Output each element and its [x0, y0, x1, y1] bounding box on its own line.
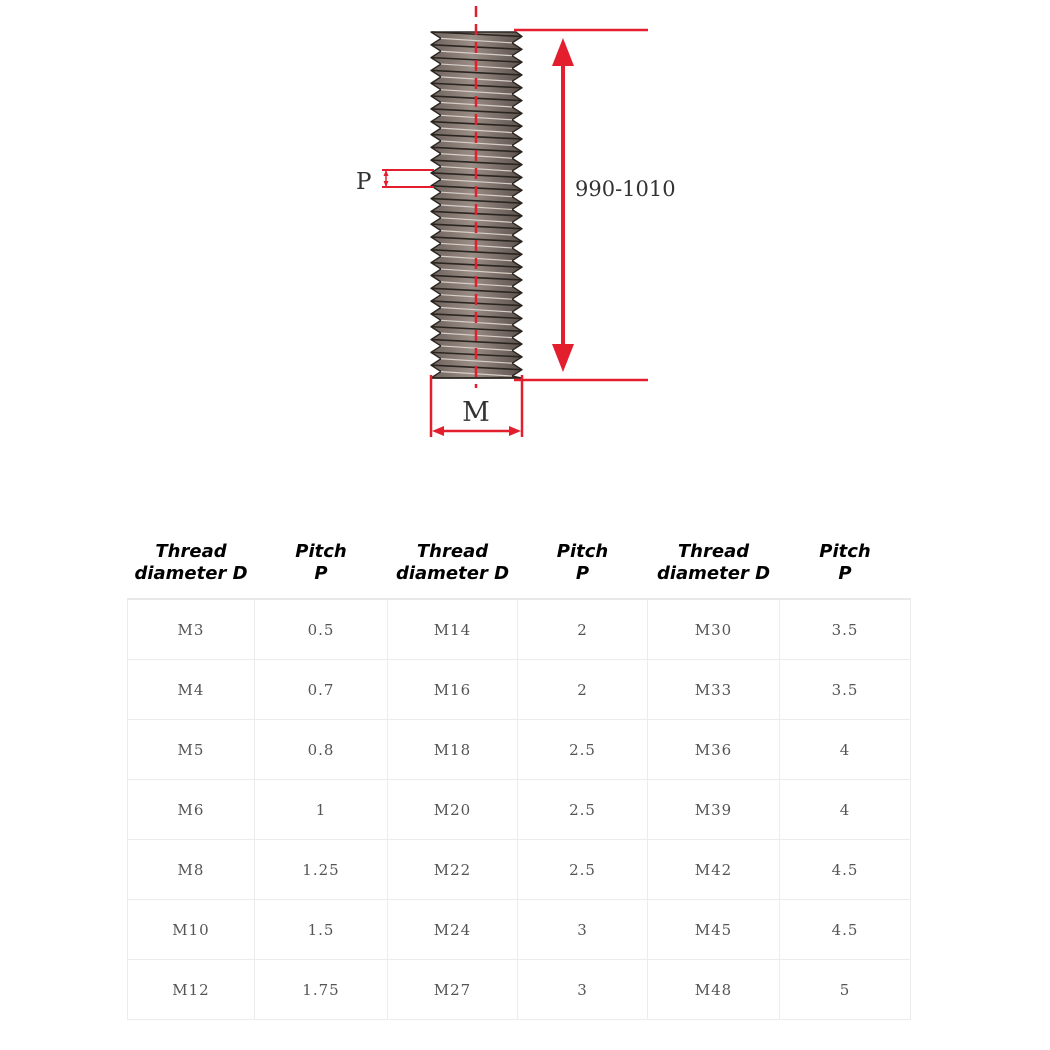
- thread-size-cell: M10: [128, 900, 255, 960]
- pitch-cell: 1: [255, 780, 388, 840]
- spec-table-body: [128, 599, 911, 1020]
- header-thread-diameter: [388, 530, 518, 599]
- thread-size-cell: M12: [128, 960, 255, 1020]
- header-line-1: Thread: [677, 541, 750, 562]
- header-line-1: Thread: [155, 541, 227, 562]
- header-line-2: diameter D: [656, 563, 771, 584]
- header-line-1: Pitch: [556, 541, 609, 562]
- header-row: [128, 530, 911, 599]
- table-row: [128, 599, 911, 660]
- pitch-cell: 0.7: [255, 660, 388, 720]
- pitch-cell: 4: [780, 720, 911, 780]
- header-line-2: diameter D: [134, 563, 248, 584]
- table-row: [128, 960, 911, 1020]
- pitch-cell: 0.8: [255, 720, 388, 780]
- thread-size-cell: M14: [388, 599, 518, 660]
- thread-size-cell: M16: [388, 660, 518, 720]
- pitch-cell: 2: [518, 660, 648, 720]
- pitch-cell: 4.5: [780, 900, 911, 960]
- thread-size-cell: M36: [648, 720, 780, 780]
- diameter-label: M: [462, 397, 490, 428]
- pitch-cell: 3: [518, 960, 648, 1020]
- pitch-cell: 2.5: [518, 720, 648, 780]
- pitch-cell: 4.5: [780, 840, 911, 900]
- thread-size-cell: M27: [388, 960, 518, 1020]
- length-dimension-arrow: [552, 38, 574, 372]
- pitch-cell: 5: [780, 960, 911, 1020]
- thread-size-cell: M5: [128, 720, 255, 780]
- thread-spec-table: [127, 530, 911, 1020]
- header-line-2: P: [314, 563, 328, 584]
- thread-size-cell: M3: [128, 599, 255, 660]
- header-pitch: [780, 530, 911, 599]
- thread-size-cell: M8: [128, 840, 255, 900]
- thread-size-cell: M24: [388, 900, 518, 960]
- pitch-dimension: [382, 170, 434, 187]
- threaded-rod-diagram: [0, 0, 1050, 470]
- arrow-right-icon: [509, 426, 521, 436]
- header-line-1: Pitch: [819, 541, 871, 562]
- header-line-2: P: [575, 563, 590, 584]
- thread-size-cell: M22: [388, 840, 518, 900]
- arrow-up-icon: [552, 38, 574, 66]
- pitch-cell: 2: [518, 599, 648, 660]
- thread-size-cell: M20: [388, 780, 518, 840]
- thread-size-cell: M6: [128, 780, 255, 840]
- spec-table-header: [128, 530, 911, 599]
- header-pitch: [255, 530, 388, 599]
- header-pitch: [518, 530, 648, 599]
- thread-size-cell: M42: [648, 840, 780, 900]
- header-line-2: P: [838, 563, 852, 584]
- table-row: [128, 840, 911, 900]
- pitch-cell: 3: [518, 900, 648, 960]
- header-thread-diameter: [648, 530, 780, 599]
- thread-size-cell: M45: [648, 900, 780, 960]
- pitch-cell: 0.5: [255, 599, 388, 660]
- pitch-cell: 1.5: [255, 900, 388, 960]
- thread-size-cell: M48: [648, 960, 780, 1020]
- table-row: [128, 780, 911, 840]
- pitch-cell: 2.5: [518, 780, 648, 840]
- length-label: 990-1010: [575, 177, 676, 201]
- pitch-cell: 3.5: [780, 599, 911, 660]
- header-line-1: Thread: [416, 541, 489, 562]
- header-line-2: diameter D: [395, 563, 510, 584]
- thread-size-cell: M18: [388, 720, 518, 780]
- table-row: [128, 660, 911, 720]
- arrow-left-icon: [432, 426, 444, 436]
- table-row: [128, 900, 911, 960]
- pitch-cell: 4: [780, 780, 911, 840]
- pitch-label: P: [356, 169, 372, 195]
- header-thread-diameter: [128, 530, 255, 599]
- arrow-down-icon: [552, 344, 574, 372]
- pitch-cell: 1.25: [255, 840, 388, 900]
- thread-size-cell: M33: [648, 660, 780, 720]
- header-line-1: Pitch: [295, 541, 347, 562]
- table-row: [128, 720, 911, 780]
- pitch-cell: 1.75: [255, 960, 388, 1020]
- pitch-cell: 3.5: [780, 660, 911, 720]
- thread-size-cell: M4: [128, 660, 255, 720]
- thread-size-cell: M39: [648, 780, 780, 840]
- pitch-cell: 2.5: [518, 840, 648, 900]
- thread-size-cell: M30: [648, 599, 780, 660]
